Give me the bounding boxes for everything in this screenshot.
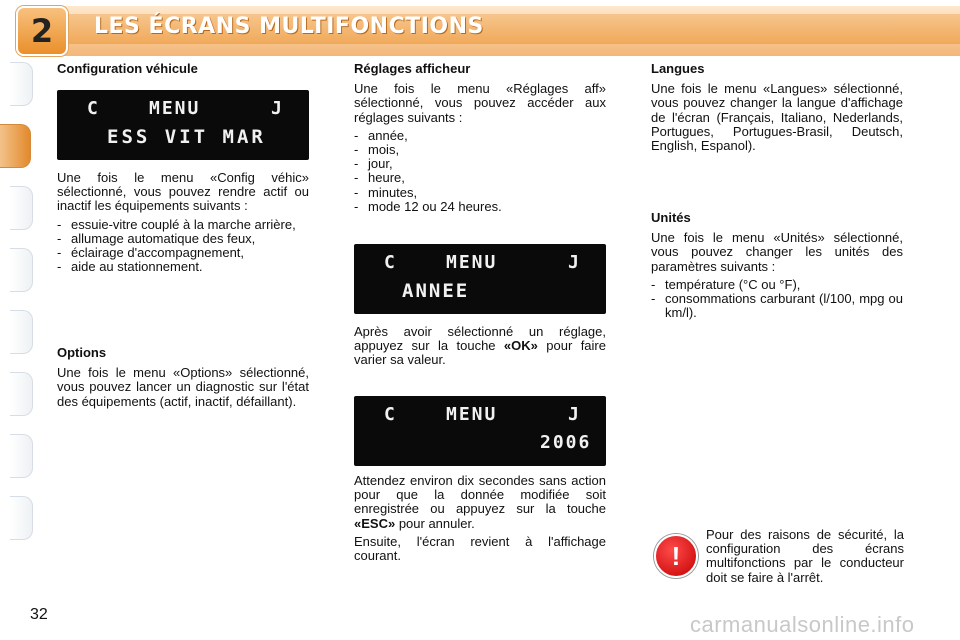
- list-item: - consommations carburant (l/100, mpg ou km/l).: [651, 292, 903, 320]
- list-item: - année,: [354, 129, 606, 143]
- options-section: [57, 346, 309, 413]
- page-number: 32: [30, 606, 48, 623]
- lcd-bracket-right: J: [568, 252, 581, 273]
- display-settings-heading: Réglages afficheur: [354, 61, 471, 76]
- units-heading: Unités: [651, 210, 691, 225]
- lcd-value: ANNEE: [402, 280, 470, 302]
- units-list: [651, 278, 903, 321]
- languages-text: Une fois le menu «Langues» sélectionné, vous pouvez changer la langue d'affichage de l'écran (Français, Italiano, Nederlands, Portugues, Portugues-Brasil, Deutsch, English, Espanol).: [651, 81, 903, 154]
- list-item: - essuie-vitre couplé à la marche arrière,: [57, 218, 309, 232]
- languages-heading: Langues: [651, 61, 705, 76]
- lcd-bracket-right: J: [271, 98, 284, 119]
- vehicle-config-body: [57, 171, 309, 278]
- lcd-menu-label: MENU: [446, 252, 498, 273]
- lcd-menu-label: MENU: [149, 98, 201, 119]
- chapter-badge: [16, 6, 68, 56]
- chapter-number: 2: [30, 12, 54, 50]
- side-tab-4[interactable]: [10, 248, 33, 292]
- side-tab-8[interactable]: [10, 496, 33, 540]
- after-select-text: [354, 325, 606, 372]
- watermark: carmanualsonline.info: [690, 612, 915, 637]
- wait-paragraph: [354, 474, 606, 531]
- ok-key-label: «OK»: [503, 338, 538, 354]
- side-tabs: [0, 62, 34, 582]
- options-text: Une fois le menu «Options» sélectionné, vous pouvez lancer un diagnostic sur l'état des équipements (actif, inactif, défaillant).: [57, 365, 309, 409]
- units-intro: Une fois le menu «Unités» sélectionné, vous pouvez changer les unités des paramètres suivants :: [651, 230, 903, 274]
- lcd-menu-label: MENU: [446, 404, 498, 425]
- options-heading: Options: [57, 345, 107, 360]
- wait-post: pour annuler.: [395, 515, 475, 531]
- units-section: [651, 211, 903, 324]
- lcd-screen-vehicle: [57, 90, 309, 160]
- safety-warning: [648, 524, 908, 594]
- side-tab-7[interactable]: [10, 434, 33, 478]
- list-item: - température (°C ou °F),: [651, 278, 903, 292]
- lcd-bracket-left: C: [384, 252, 397, 273]
- list-item: - jour,: [354, 157, 606, 171]
- lcd-screen-year: [354, 244, 606, 314]
- vehicle-config-heading: Configuration véhicule: [57, 61, 198, 76]
- side-tab-6[interactable]: [10, 372, 33, 416]
- then-paragraph: Ensuite, l'écran revient à l'affichage courant.: [354, 533, 606, 564]
- side-tab-1[interactable]: [10, 62, 33, 106]
- side-tab-3[interactable]: [10, 186, 33, 230]
- lcd-value: ESS VIT MAR: [107, 126, 266, 148]
- languages-section: [651, 62, 903, 157]
- exclamation-icon: !: [654, 534, 698, 578]
- esc-key-label: «ESC»: [354, 515, 396, 531]
- list-item: - mode 12 ou 24 heures.: [354, 200, 606, 214]
- vehicle-config-list: [57, 218, 309, 275]
- lcd-bracket-left: C: [87, 98, 100, 119]
- list-item: - aide au stationnement.: [57, 260, 309, 274]
- lcd-value: 2006: [540, 432, 592, 453]
- page-title: LES ÉCRANS MULTIFONCTIONS: [94, 14, 484, 39]
- safety-warning-text: Pour des raisons de sécurité, la configuration des écrans multifonctions par le conducteur doit se faire à l'arrêt.: [706, 527, 904, 585]
- lcd-screen-year-value: [354, 396, 606, 466]
- lcd-bracket-right: J: [568, 404, 581, 425]
- list-item: - allumage automatique des feux,: [57, 232, 309, 246]
- side-tab-5[interactable]: [10, 310, 33, 354]
- after-select-paragraph: [354, 325, 606, 368]
- list-item: - heure,: [354, 171, 606, 185]
- wait-pre: Attendez environ dix secondes sans action pour que la donnée modifiée soit enregistrée ou appuyez sur la touche: [354, 473, 606, 517]
- after-select-post: pour faire varier sa valeur.: [354, 338, 606, 368]
- wait-text: [354, 474, 606, 567]
- after-select-pre: Après avoir sélectionné un réglage, appuyez sur la touche: [354, 324, 606, 354]
- list-item: - mois,: [354, 143, 606, 157]
- list-item: - minutes,: [354, 186, 606, 200]
- display-settings-section: [354, 62, 606, 218]
- lcd-bracket-left: C: [384, 404, 397, 425]
- vehicle-config-intro: Une fois le menu «Config véhic» sélectionné, vous pouvez rendre actif ou inactif les équipements suivants :: [57, 170, 309, 214]
- left-column: [57, 62, 309, 82]
- display-settings-list: [354, 129, 606, 214]
- list-item: - éclairage d'accompagnement,: [57, 246, 309, 260]
- display-settings-intro: Une fois le menu «Réglages aff» sélectionné, vous pouvez accéder aux réglages suivants :: [354, 81, 606, 125]
- side-tab-2[interactable]: [0, 124, 31, 168]
